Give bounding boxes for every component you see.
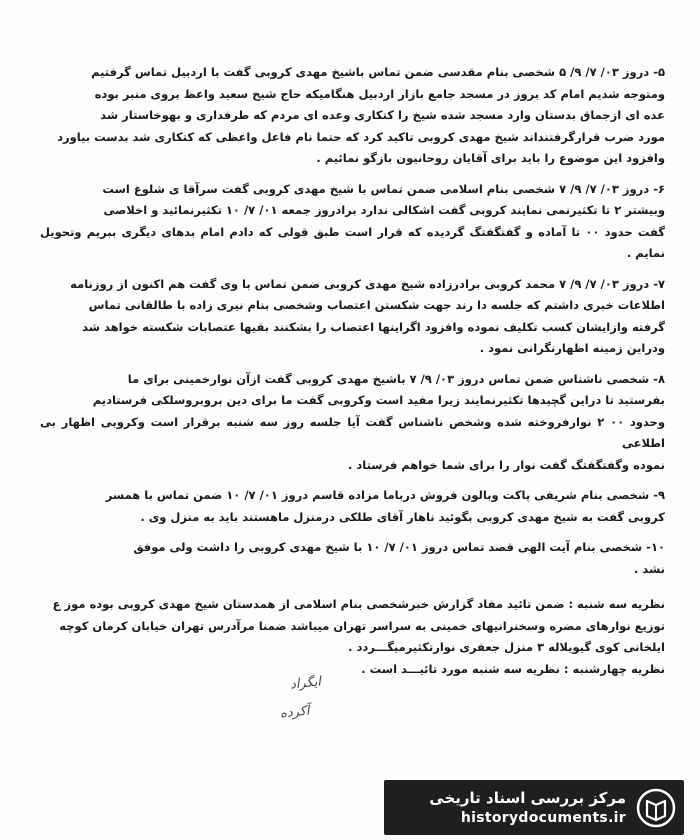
text-line: نظریه سه شنبه : ضمن تائید مفاد گزارش خبرشخصی بنام اسلامی از همدستان شیخ مهدی کروبی بوده موز ع: [52, 597, 665, 611]
text-line: مورد ضرب قرارگرفتنداند شیخ مهدی کروبی تاکید کرد که حتما نام فاعل واعظی که کتکاری شد بدست بیاورد: [57, 129, 665, 144]
watermark-footer: [384, 780, 684, 835]
text-line: ودراین زمینه اظهارنگرانی نمود .: [479, 341, 665, 355]
watermark-title: مرکز بررسی اسناد تاریخی: [429, 788, 626, 807]
text-line: ۱۰- شخصی بنام آیت الهی قصد تماس دروز ۰۱/ ۷/ ۱۰ با شیخ مهدی کروبی را داشت ولی موفق: [133, 540, 665, 554]
report-item-10: [40, 537, 665, 580]
text-line: وبیشتر ۲ تا تکثیرنمی نمایند کروبی گفت اشکالی ندارد برادروز جمعه ۰۱/ ۷/ ۱۰ تکثیرنمائید و اخلاصی: [103, 203, 665, 217]
text-line: ایلخانی کوی گیویلاله ۳ منزل جعفری نوارتکثیرمیگـــردد .: [348, 640, 665, 654]
handwritten-signature: آکرده: [279, 703, 311, 722]
document-body: [40, 62, 665, 680]
report-item-6: [40, 179, 665, 265]
report-item-8: [40, 369, 665, 477]
report-item-5: [40, 62, 665, 170]
text-line: کروبی گفت به شیخ مهدی کروبی بگوئید ناهار آقای طلکی درمنزل ماهستند باید به منزل وی .: [140, 509, 665, 524]
text-line: وحدود ۰۰ ۲ نوارفروخته شده وشخص ناشناس گفت آیا جلسه روز سه شنبه برقرار است وکروبی اظهار بی اطلاعی: [40, 414, 665, 450]
text-line: اطلاعات خبری داشتم که جلسه دا رند جهت شکستن اعتصاب وشخصی بنام نیری زاده با طالقانی تماس: [88, 298, 665, 312]
text-line: گفت حدود ۰۰ تا آماده و گفتگفتگ گردیده که قرار است طبق قولی که دادم امام بدهای دیگری ببریم وتحویل نمایم .: [40, 224, 665, 260]
book-icon: [634, 786, 678, 830]
assessment-section: [40, 594, 665, 680]
text-line: ۶- دروز ۰۳/ ۷/ ۹/ ۷ شخصی بنام اسلامی ضمن تماس با شیخ مهدی کروبی گفت سرآقا ی شلوغ است: [102, 181, 665, 196]
text-line: گرفته وازایشان کسب تکلیف نموده وافزود اگراینها اعتصاب را بشکنند بقیها عتصابات شکسته خواهد شد: [82, 319, 665, 334]
report-item-9: [40, 485, 665, 528]
handwritten-signature: ایگراد: [289, 674, 322, 693]
text-line: ومتوجه شدیم امام کد بروز در مسجد جامع بازار اردبیل هنگامیکه حاج شیخ سعید واعظ بروی منبر بوده: [94, 86, 665, 101]
text-line: نموده وگفتگفتگ گفت نوار را برای شما خواهم فرستاد .: [348, 457, 665, 472]
text-line: ۵- دروز ۰۳/ ۷/ ۹/ ۵ شخصی بنام مقدسی ضمن تماس باشیخ مهدی کروبی گفت با اردبیل تماس گرفتیم: [91, 65, 665, 79]
text-line: نظریه چهارشنبه : نظریه سه شنبه مورد تائیـــد است .: [361, 661, 665, 676]
watermark-url: historydocuments.ir: [460, 809, 626, 826]
text-line: ۸- شخصی ناشناس ضمن تماس دروز ۰۳/ ۹/ ۷ باشیخ مهدی کروبی گفت ازآن نوارخمینی برای ما: [127, 371, 665, 386]
text-line: نشد .: [633, 561, 665, 576]
report-item-7: [40, 274, 665, 360]
text-line: توزیع نوارهای مضره وسخنرانیهای خمینی به سراسر تهران میباشد ضمنا مرآدرس تهران خیابان کرمان کوچه: [59, 618, 665, 633]
text-line: ۷- دروز ۰۳/ ۷/ ۹/ ۷ محمد کروبی برادرزاده شیخ مهدی کروبی ضمن تماس با وی گفت هم اکنون از روزنامه: [70, 276, 665, 291]
text-line: وافزود این موضوع را باید برای آقایان روحانیون بازگو نمائیم .: [316, 151, 665, 165]
text-line: عده ای ازجماق بدستان وارد مسجد شده شیخ را کتکاری وعده ای مردم که طرفداری و بهوخاستار شد: [100, 108, 665, 122]
watermark-text: [429, 788, 626, 828]
text-line: بفرستید تا دراین گچیدها تکثیرنمایند زیرا مفید است وکروبی گفت ما برای دین بروبروسلکی فرستادیم: [92, 393, 665, 407]
text-line: ۹- شخصی بنام شریفی پاکت وبالون فروش درباما مزاده قاسم دروز ۰۱/ ۷/ ۱۰ ضمن تماس با همسر: [105, 488, 665, 502]
